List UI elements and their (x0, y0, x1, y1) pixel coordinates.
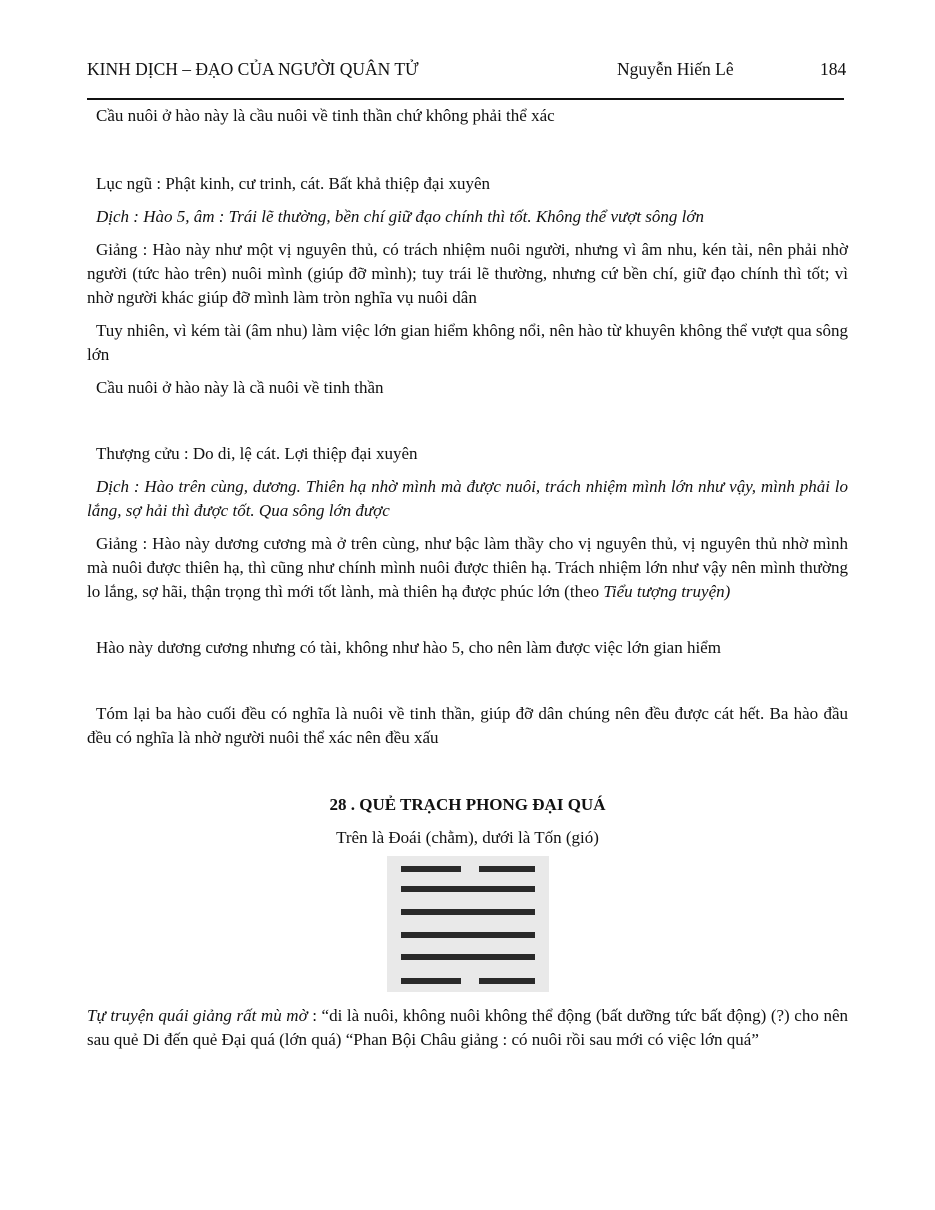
hexagram-line-solid (401, 886, 535, 892)
paragraph: Cầu nuôi ở hào này là cầu nuôi về tinh thần chứ không phải thể xác (96, 106, 555, 125)
paragraph-explanation: Giảng : Hào này như một vị nguyên thủ, có trách nhiệm nuôi người, nhưng vì âm nhu, kén tài, nên phải nhờ người (tức hào trên) nuôi mình (giúp đỡ mình); tuy trái lẽ thường, nhưng cứ bền chí, giữ đạo chính thì tốt; vì nhờ người khác giúp đỡ mình làm tròn nghĩa vụ nuôi dân (87, 240, 848, 307)
hexagram-line-solid (401, 932, 535, 938)
page-number: 184 (820, 59, 847, 79)
paragraph-commentary (87, 1004, 848, 1052)
section-subtitle: Trên là Đoái (chằm), dưới là Tốn (gió) (336, 828, 599, 847)
header-rule (87, 98, 844, 100)
running-header-author: Nguyễn Hiến Lê (617, 59, 734, 79)
running-header-title: KINH DỊCH – ĐẠO CỦA NGƯỜI QUÂN TỬ (87, 59, 419, 79)
paragraph: Cầu nuôi ở hào này là cầ nuôi về tinh thần (96, 378, 384, 397)
hexagram-line-broken (401, 866, 535, 872)
paragraph-summary: Tóm lại ba hào cuối đều có nghĩa là nuôi về tinh thần, giúp đỡ dân chúng nên đều được cát hết. Ba hào đầu đều có nghĩa là nhờ người nuôi thể xác nên đều xấu (87, 704, 848, 747)
paragraph-thuong-cuu: Thượng cửu : Do di, lệ cát. Lợi thiệp đại xuyên (96, 444, 418, 463)
paragraph: Hào này dương cương nhưng có tài, không như hào 5, cho nên làm được việc lớn gian hiểm (96, 638, 721, 657)
commentary-source: Tự truyện quái giảng rất mù mờ (87, 1006, 308, 1025)
hexagram-line-broken (401, 978, 535, 984)
section-title: 28 . QUẺ TRẠCH PHONG ĐẠI QUÁ (329, 795, 606, 814)
hexagram-line-solid (401, 954, 535, 960)
paragraph-translation: Dịch : Hào trên cùng, dương. Thiên hạ nhờ mình mà được nuôi, trách nhiệm mình lớn như vậy, mình phải lo lắng, sợ hải thì được tốt. Qua sông lớn được (87, 477, 848, 520)
hexagram-line-solid (401, 909, 535, 915)
source-reference: Tiểu tượng truyện) (603, 582, 731, 601)
paragraph-luc-ngu: Lục ngũ : Phật kinh, cư trinh, cát. Bất khả thiệp đại xuyên (96, 174, 490, 193)
hexagram-image (387, 856, 549, 992)
paragraph: Tuy nhiên, vì kém tài (âm nhu) làm việc lớn gian hiểm không nổi, nên hào từ khuyên không thể vượt qua sông lớn (87, 321, 848, 364)
explanation-text: Giảng : Hào này dương cương mà ở trên cùng, như bậc làm thầy cho vị nguyên thủ, vị nguyên thủ nhờ mình mà nuôi được thiên hạ, thì cũng như chính mình nuôi được thiên hạ. Trách nhiệm lớn như vậy nên mình thường lo lắng, sợ hãi, thận trọng thì mới tốt lành, mà thiên hạ được phúc lớn (theo (87, 534, 848, 601)
paragraph-explanation (87, 532, 848, 604)
paragraph-translation: Dịch : Hào 5, âm : Trái lẽ thường, bền chí giữ đạo chính thì tốt. Không thể vượt sông lớn (96, 207, 704, 226)
commentary-text: : “di là nuôi, không nuôi không thể động (bất dưỡng tức bất động) (?) cho nên sau quẻ Di đến quẻ Đại quá (lớn quá) “Phan Bội Châu giảng : có nuôi rồi sau mới có việc lớn quá” (87, 1006, 848, 1049)
